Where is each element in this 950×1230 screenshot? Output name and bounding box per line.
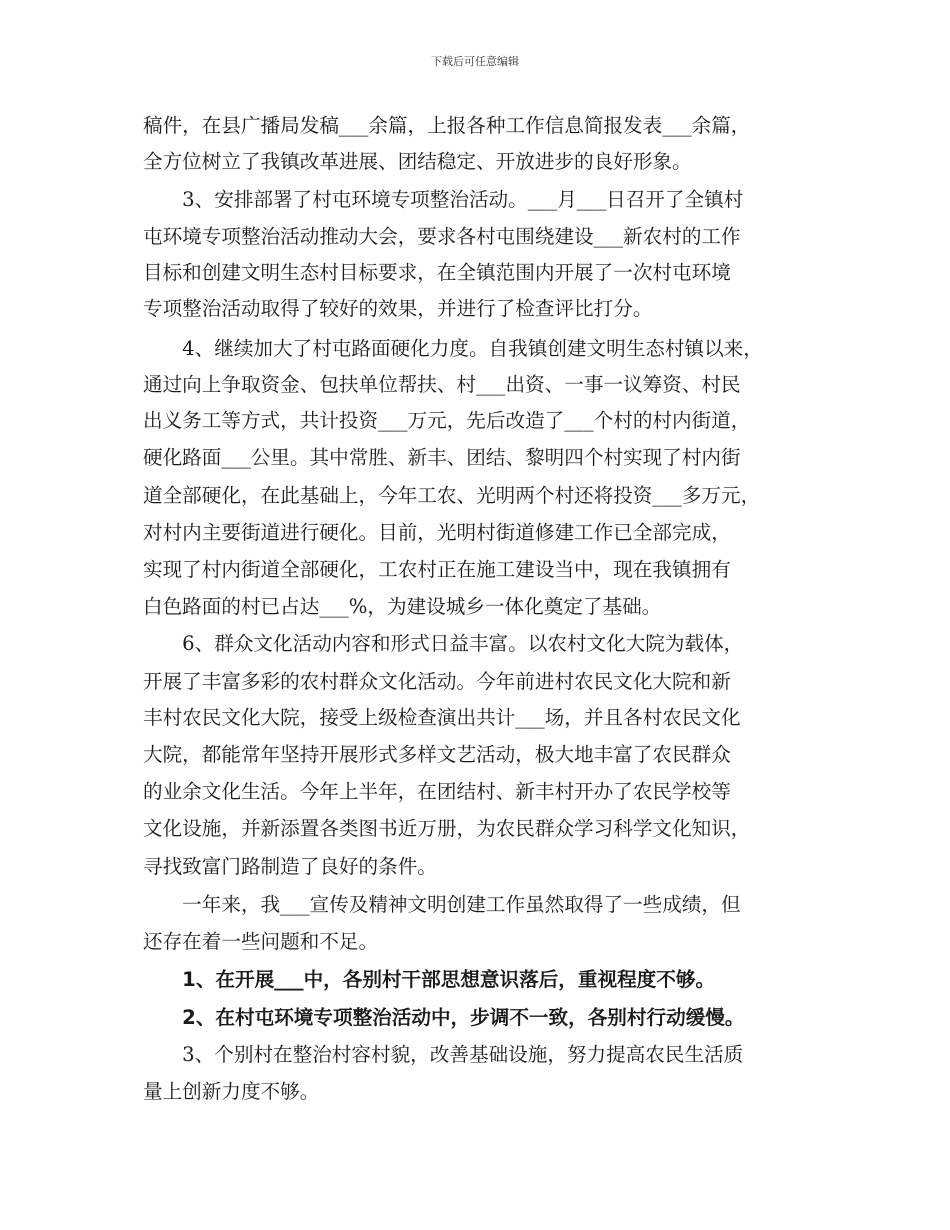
text-line: 专项整治活动取得了较好的效果，并进行了检查评比打分。 <box>143 297 653 320</box>
text-line: 通过向上争取资金、包扶单位帮扶、村___出资、一事一议筹资、村民 <box>143 373 741 396</box>
text-line: 出义务工等方式，共计投资___万元，先后改造了___个村的村内街道， <box>143 409 751 432</box>
text-line: 全方位树立了我镇改革进展、团结稳定、开放进步的良好形象。 <box>143 150 692 173</box>
text-line: 一年来，我___宣传及精神文明创建工作虽然取得了一些成绩，但 <box>143 893 741 916</box>
text-line: 寻找致富门路制造了良好的条件。 <box>143 855 437 878</box>
text-line: 4、继续加大了村屯路面硬化力度。自我镇创建文明生态村镇以来， <box>143 337 763 360</box>
text-line: 大院，都能常年坚持开展形式多样文艺活动，极大地丰富了农民群众 <box>143 743 731 766</box>
text-line: 丰村农民文化大院，接受上级检查演出共计___场，并且各村农民文化 <box>143 706 741 729</box>
text-line: 道全部硬化，在此基础上，今年工农、光明两个村还将投资___多万元， <box>143 484 761 507</box>
text-line: 量上创新力度不够。 <box>143 1080 320 1103</box>
text-line: 3、个别村在整治村容村貌，改善基础设施，努力提高农民生活质 <box>143 1043 744 1066</box>
text-line: 开展了丰富多彩的农村群众文化活动。今年前进村农民文化大院和新 <box>143 670 731 693</box>
text-line: 的业余文化生活。今年上半年，在团结村、新丰村开办了农民学校等 <box>143 780 731 803</box>
text-line: 文化设施，并新添置各类图书近万册，为农民群众学习科学文化知识， <box>143 817 751 840</box>
text-line: 实现了村内街道全部硬化，工农村正在施工建设当中，现在我镇拥有 <box>143 558 731 581</box>
text-line: 还存在着一些问题和不足。 <box>143 930 379 953</box>
text-line-bold: 1、在开展___中，各别村干部思想意识落后，重视程度不够。 <box>143 968 716 991</box>
text-line: 对村内主要街道进行硬化。目前，光明村街道修建工作已全部完成， <box>143 521 731 544</box>
text-line-bold: 2、在村屯环境专项整治活动中，步调不一致，各别村行动缓慢。 <box>143 1006 745 1029</box>
text-line: 屯环境专项整治活动推动大会，要求各村屯围绕建设___新农村的工作 <box>143 225 741 248</box>
text-line: 3、安排部署了村屯环境专项整治活动。___月___日召开了全镇村 <box>143 188 744 211</box>
text-line: 目标和创建文明生态村目标要求，在全镇范围内开展了一次村屯环境 <box>143 261 731 284</box>
text-line: 稿件，在县广播局发稿___余篇，上报各种工作信息简报发表___余篇， <box>143 114 751 137</box>
page-header: 下载后可任意编辑 <box>431 55 519 68</box>
text-line: 6、群众文化活动内容和形式日益丰富。以农村文化大院为载体， <box>143 632 744 655</box>
text-line: 白色路面的村已占达___%，为建设城乡一体化奠定了基础。 <box>143 595 662 618</box>
text-line: 硬化路面___公里。其中常胜、新丰、团结、黎明四个村实现了村内街 <box>143 446 741 469</box>
